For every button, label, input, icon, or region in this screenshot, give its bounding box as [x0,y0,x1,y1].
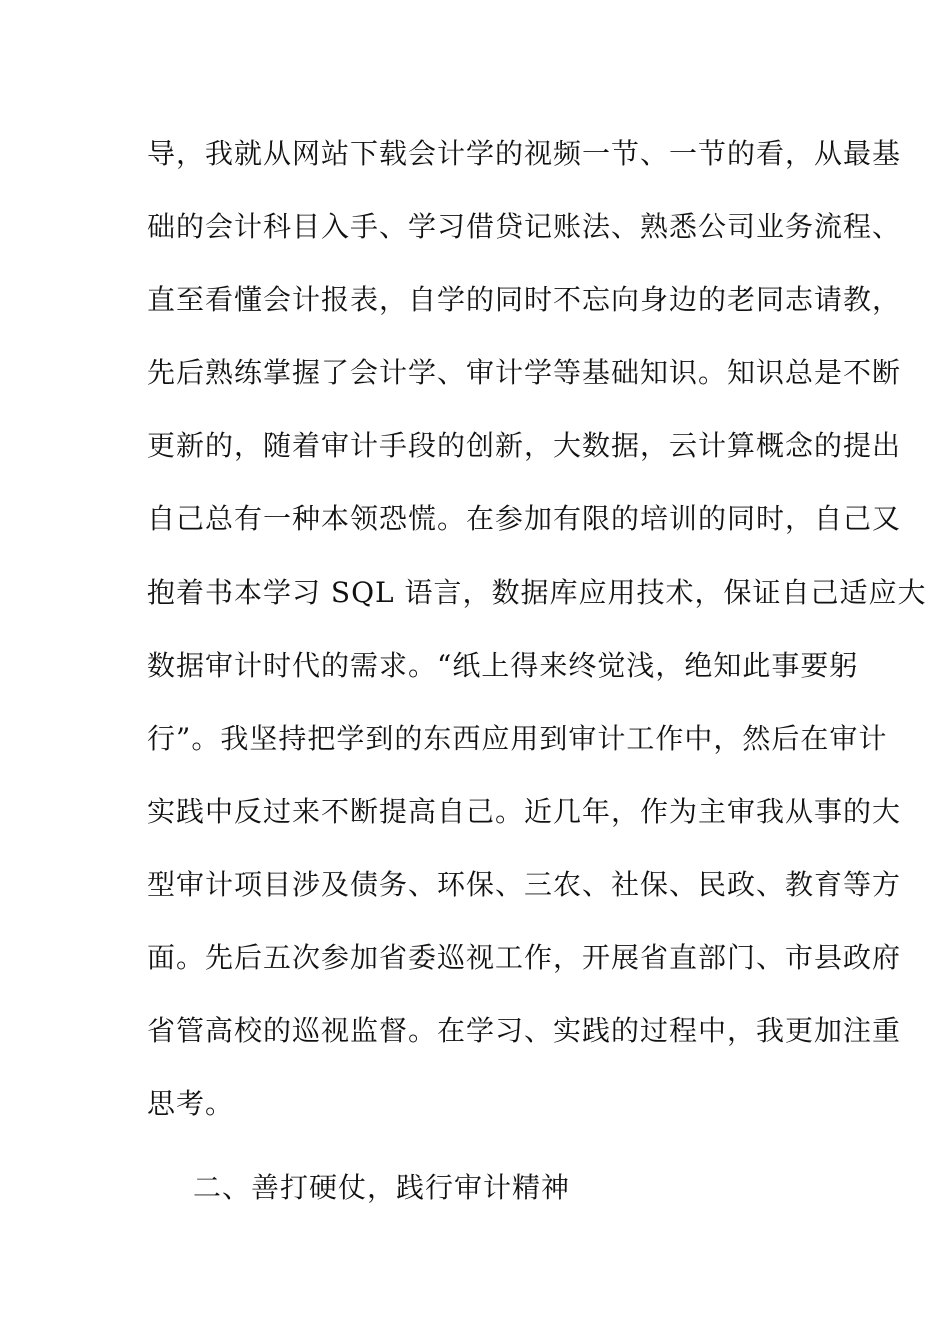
paragraph-line: 数据审计时代的需求。“纸上得来终觉浅，绝知此事要躬 [147,648,859,682]
paragraph-line: 更新的，随着审计手段的创新，大数据，云计算概念的提出 [147,429,902,463]
paragraph-line: 础的会计科目入手、学习借贷记账法、熟悉公司业务流程、 [147,210,902,244]
paragraph-line: 自己总有一种本领恐慌。在参加有限的培训的同时，自己又 [147,502,902,536]
paragraph-line: 先后熟练掌握了会计学、审计学等基础知识。知识总是不断 [147,356,902,390]
paragraph-line: 省管高校的巡视监督。在学习、实践的过程中，我更加注重 [147,1014,902,1048]
paragraph-line: 行”。我坚持把学到的东西应用到审计工作中，然后在审计 [147,721,888,755]
paragraph-line: 导，我就从网站下载会计学的视频一节、一节的看，从最基 [147,137,902,170]
paragraph-line: 思考。 [147,1087,235,1121]
paragraph-line: 直至看懂会计报表，自学的同时不忘向身边的老同志请教， [147,283,902,317]
paragraph-line: 实践中反过来不断提高自己。近几年，作为主审我从事的大 [147,794,902,828]
paragraph-line: 型审计项目涉及债务、环保、三农、社保、民政、教育等方 [147,867,902,901]
paragraph-line: 面。先后五次参加省委巡视工作，开展省直部门、市县政府 [147,941,902,975]
body-paragraph [147,124,927,1147]
paragraph-line: 抱着书本学习 SQL 语言，数据库应用技术，保证自己适应大 [147,575,927,609]
section-heading: 二、善打硬仗，践行审计精神 [193,1171,571,1204]
